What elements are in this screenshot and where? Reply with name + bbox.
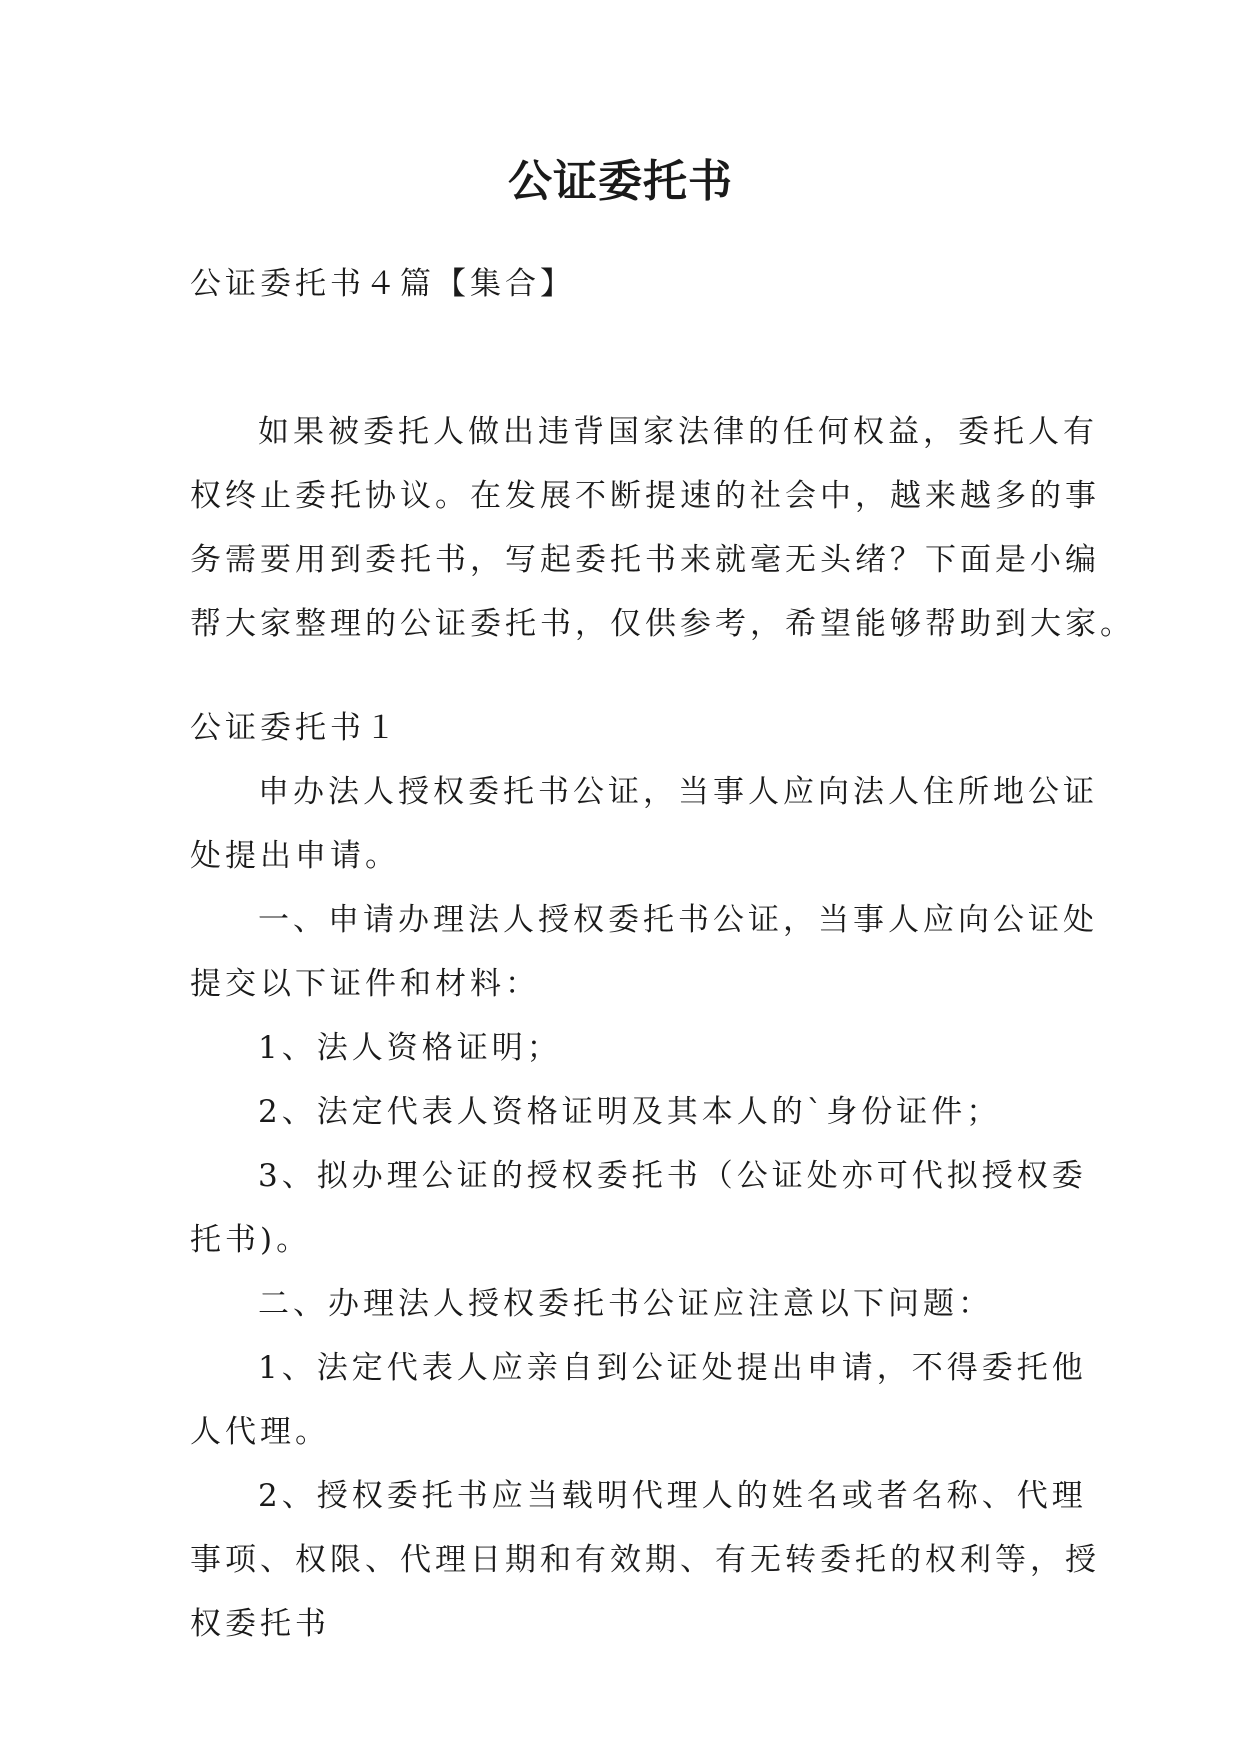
body-line-5: 1、法人资格证明； <box>258 1030 562 1066</box>
section-heading-text: 公证委托书１ <box>190 710 400 746</box>
body-line-1: 申办法人授权委托书公证，当事人应向法人住所地公证 <box>258 774 1098 810</box>
body-line-14: 权委托书 <box>190 1606 330 1642</box>
document-title: 公证委托书 <box>508 156 733 207</box>
body-line-12: 2、授权委托书应当载明代理人的姓名或者名称、代理 <box>258 1478 1087 1514</box>
subtitle-text: 公证委托书４篇【集合】 <box>190 266 575 302</box>
body-line-9: 二、办理法人授权委托书公证应注意以下问题： <box>258 1286 993 1322</box>
section-body <box>190 760 1100 1656</box>
body-line-4: 提交以下证件和材料： <box>190 966 540 1002</box>
intro-line-3: 务需要用到委托书，写起委托书来就毫无头绪？下面是小编 <box>190 542 1100 578</box>
section-heading <box>190 696 1060 760</box>
body-line-11: 人代理。 <box>190 1414 330 1450</box>
body-line-13: 事项、权限、代理日期和有效期、有无转委托的权利等，授 <box>190 1542 1100 1578</box>
intro-line-2: 权终止委托协议。在发展不断提速的社会中，越来越多的事 <box>190 478 1100 514</box>
body-line-6: 2、法定代表人资格证明及其本人的`身份证件； <box>258 1094 1002 1130</box>
intro-paragraph <box>190 400 1135 656</box>
body-line-2: 处提出申请。 <box>190 838 400 874</box>
document-subtitle <box>190 252 1060 316</box>
body-line-10: 1、法定代表人应亲自到公证处提出申请，不得委托他 <box>258 1350 1087 1386</box>
intro-line-1: 如果被委托人做出违背国家法律的任何权益，委托人有 <box>258 414 1098 450</box>
body-line-3: 一、申请办理法人授权委托书公证，当事人应向公证处 <box>258 902 1098 938</box>
intro-line-4: 帮大家整理的公证委托书，仅供参考，希望能够帮助到大家。 <box>190 606 1135 642</box>
body-line-8: 托书)。 <box>190 1222 312 1258</box>
body-line-7: 3、拟办理公证的授权委托书（公证处亦可代拟授权委 <box>258 1158 1087 1194</box>
